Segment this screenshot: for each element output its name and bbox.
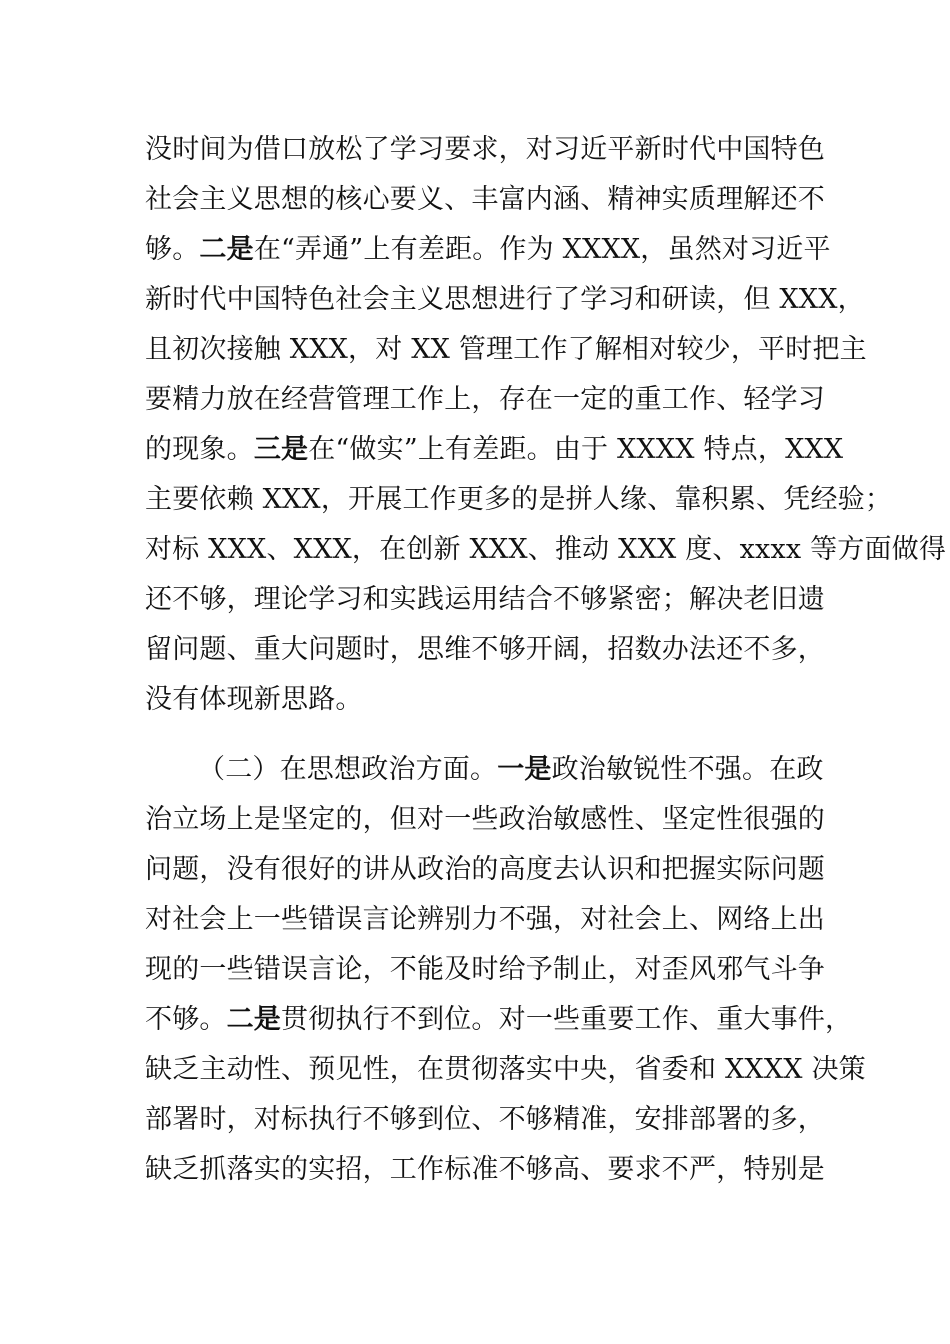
text-segment: 的现象。	[145, 434, 254, 465]
text-line: 主要依赖 XXX，开展工作更多的是拼人缘、靠积累、凭经验；	[145, 484, 893, 515]
text-line	[145, 995, 853, 1045]
text-line: 对标 XXX、XXX，在创新 XXX、推动 XXX 度、xxxx 等方面做得	[145, 534, 947, 565]
text-line: 留问题、重大问题时，思维不够开阔，招数办法还不多，	[145, 634, 825, 665]
text-line: 新时代中国特色社会主义思想进行了学习和研读，但 XXX，	[145, 284, 865, 315]
emphasis-label: 一是	[497, 754, 552, 785]
text-line: 要精力放在经营管理工作上，存在一定的重工作、轻学习	[145, 384, 825, 415]
text-line	[145, 425, 844, 475]
text-line: 且初次接触 XXX，对 XX 管理工作了解相对较少，平时把主	[145, 334, 867, 365]
text-line: 还不够，理论学习和实践运用结合不够紧密；解决老旧遗	[145, 584, 825, 615]
text-line: 部署时，对标执行不够到位、不够精准，安排部署的多，	[145, 1104, 825, 1135]
text-segment: 够。	[145, 234, 200, 265]
text-line: 治立场上是坚定的，但对一些政治敏感性、坚定性很强的	[145, 804, 825, 835]
text-line: 没有体现新思路。	[145, 684, 363, 715]
text-line	[145, 225, 831, 275]
text-line: 对社会上一些错误言论辨别力不强，对社会上、网络上出	[145, 904, 825, 935]
text-line: 缺乏抓落实的实招，工作标准不够高、要求不严，特别是	[145, 1154, 825, 1185]
text-line	[198, 745, 878, 795]
text-segment: 政治敏锐性不强。在政	[551, 754, 824, 785]
emphasis-label: 二是	[226, 1004, 282, 1035]
text-segment: 在“做实”上有差距。由于 XXXX 特点，XXX	[308, 434, 844, 465]
text-line: 现的一些错误言论，不能及时给予制止，对歪风邪气斗争	[145, 954, 825, 985]
text-segment: （二）在思想政治方面。	[198, 754, 498, 785]
text-segment: 在“弄通”上有差距。作为 XXXX，虽然对习近平	[253, 234, 831, 265]
text-line: 问题，没有很好的讲从政治的高度去认识和把握实际问题	[145, 854, 825, 885]
emphasis-label: 三是	[253, 434, 309, 465]
text-segment: 不够。	[145, 1004, 227, 1035]
text-line: 缺乏主动性、预见性，在贯彻落实中央，省委和 XXXX 决策	[145, 1054, 866, 1085]
text-line: 社会主义思想的核心要义、丰富内涵、精神实质理解还不	[145, 184, 825, 215]
text-line: 没时间为借口放松了学习要求，对习近平新时代中国特色	[145, 134, 825, 165]
emphasis-label: 二是	[199, 234, 254, 265]
text-segment: 贯彻执行不到位。对一些重要工作、重大事件，	[281, 1004, 853, 1035]
